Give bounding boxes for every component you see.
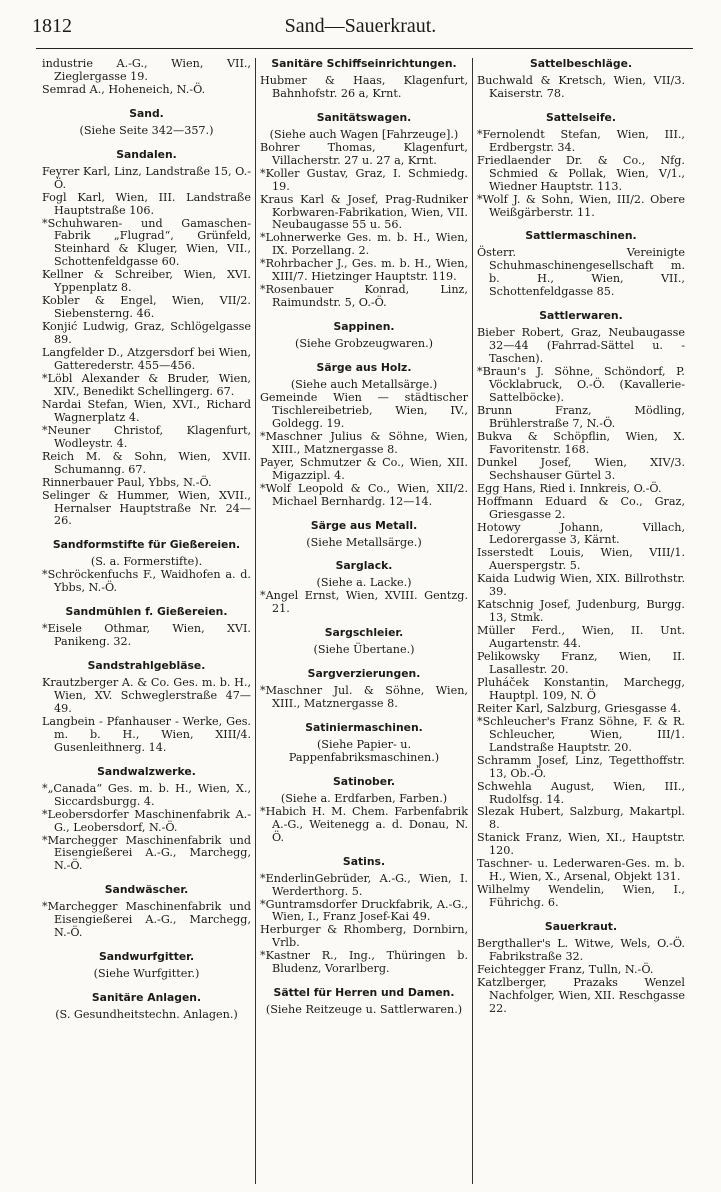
section-heading: Sandstrahlgebläse.: [87, 659, 206, 673]
directory-entry: Schwehla August, Wien, III., Rudolfsg. 14.: [477, 779, 685, 806]
section-heading: Sattlerwaren.: [539, 309, 623, 323]
directory-entry: *Schuhwaren- und Gamaschen-Fabrik „Flugrad“, Grünfeld, Steinhard & Kluger, Wien, VII., Schottenfeldgasse 60.: [42, 216, 251, 269]
directory-entry: *Leobersdorfer Maschinenfabrik A.-G., Leobersdorf, N.-Ö.: [42, 807, 251, 834]
section-heading: Sättel für Herren und Damen.: [273, 986, 455, 1000]
directory-entry: *Marchegger Maschinenfabrik und Eisengießerei A.-G., Marchegg, N.-Ö.: [42, 900, 251, 940]
cross-reference-note: (Siehe Papier- u. Pappenfabriksmaschinen.): [288, 737, 440, 764]
directory-entry: Bieber Robert, Graz, Neubaugasse 32—44 (Fahrrad-Sättel u. -Taschen).: [477, 326, 685, 366]
directory-entry: *Maschner Julius & Söhne, Wien, XIII., Matznergasse 8.: [260, 429, 468, 456]
directory-entry: Payer, Schmutzer & Co., Wien, XII. Migazzipl. 4.: [260, 455, 468, 482]
directory-entry: Katzlberger, Prazaks Wenzel Nachfolger, Wien, XII. Reschgasse 22.: [477, 975, 685, 1015]
section-heading: Sanitäre Schiffseinrichtungen.: [271, 58, 457, 70]
directory-entry: Langbein - Pfanhauser - Werke, Ges. m. b. H., Wien, XIII/4. Gusenleithnerg. 14.: [42, 714, 251, 754]
column-middle: [255, 58, 472, 1184]
directory-entry: Taschner- u. Lederwaren-Ges. m. b. H., Wien, X., Arsenal, Objekt 131.: [477, 857, 685, 884]
section-heading: Sandwalzwerke.: [97, 764, 196, 778]
directory-entry: *„Canada“ Ges. m. b. H., Wien, X., Siccardsburgg. 4.: [42, 781, 251, 808]
directory-entry: Katschnig Josef, Judenburg, Burgg. 13, Stmk.: [477, 598, 685, 625]
directory-entry: Kellner & Schreiber, Wien, XVI. Yppenplatz 8.: [42, 268, 251, 295]
cross-reference-note: (Siehe Seite 342—357.): [79, 123, 214, 137]
directory-entry: Nardai Stefan, Wien, XVI., Richard Wagnerplatz 4.: [42, 397, 251, 424]
directory-entry: *Neuner Christof, Klagenfurt, Wodleystr. 4.: [42, 423, 251, 450]
directory-entry: *Kastner R., Ing., Thüringen b. Bludenz, Vorarlberg.: [260, 949, 468, 976]
section-heading: Sappinen.: [333, 320, 395, 334]
directory-entry: Reich M. & Sohn, Wien, XVII. Schumanng. 67.: [42, 449, 251, 476]
directory-entry: *Rohrbacher J., Ges. m. b. H., Wien, XIII/7. Hietzinger Hauptstr. 119.: [260, 257, 468, 284]
directory-entry: Müller Ferd., Wien, II. Unt. Augartenstr. 44.: [477, 624, 685, 651]
cross-reference-note: (S. a. Formerstifte).: [90, 555, 203, 569]
section-heading: Sattelbeschläge.: [529, 58, 633, 70]
directory-entry: Brunn Franz, Mödling, Brühlerstraße 7, N.-Ö.: [477, 403, 685, 430]
directory-entry: Wilhelmy Wendelin, Wien, I., Führichg. 6.: [477, 883, 685, 910]
cross-reference-note: (Siehe auch Wagen [Fahrzeuge].): [269, 127, 459, 141]
section-heading: Sauerkraut.: [544, 920, 618, 934]
section-heading: Satinober.: [333, 774, 395, 788]
section-heading: Satiniermaschinen.: [305, 721, 423, 735]
running-title: Sand—Sauerkraut.: [284, 15, 437, 37]
directory-entry: Hubmer & Haas, Klagenfurt, Bahnhofstr. 26 a, Krnt.: [260, 73, 468, 100]
directory-entry: Hoffmann Eduard & Co., Graz, Griesgasse 2.: [477, 494, 685, 521]
directory-entry: *Fernolendt Stefan, Wien, III., Erdbergstr. 34.: [477, 127, 685, 154]
directory-entry: *Habich H. M. Chem. Farbenfabrik A.-G., Weitenegg a. d. Donau, N. Ö.: [260, 804, 468, 844]
section-heading: Sand.: [129, 106, 164, 120]
section-heading: Sattelseife.: [546, 110, 616, 124]
directory-entry: Langfelder D., Atzgersdorf bei Wien, Gatterederstr. 455—456.: [42, 346, 251, 373]
cross-reference-note: (Siehe a. Erdfarben, Farben.): [280, 791, 448, 805]
directory-entry: Selinger & Hummer, Wien, XVII., Hernalser Hauptstraße Nr. 24—26.: [42, 488, 251, 528]
directory-entry: Stanick Franz, Wien, XI., Hauptstr. 120.: [477, 831, 685, 858]
directory-entry: *Schröckenfuchs F., Waidhofen a. d. Ybbs, N.-Ö.: [42, 568, 251, 595]
directory-entry: Kraus Karl & Josef, Prag-Rudniker Korbwaren-Fabrikation, Wien, VII. Neubaugasse 55 u. 56.: [260, 192, 468, 232]
section-heading: Särge aus Holz.: [316, 361, 412, 375]
directory-entry: *Eisele Othmar, Wien, XVI. Panikeng. 32.: [42, 622, 251, 649]
cross-reference-note: (Siehe a. Lacke.): [316, 576, 412, 590]
directory-entry: Pluháček Konstantin, Marchegg, Hauptpl. 109, N. Ö: [477, 675, 685, 702]
directory-entry: *Angel Ernst, Wien, XVIII. Gentzg. 21.: [260, 589, 468, 616]
directory-entry: Buchwald & Kretsch, Wien, VII/3. Kaiserstr. 78.: [477, 73, 685, 100]
section-heading: Sanitätswagen.: [316, 110, 412, 124]
directory-entry: Friedlaender Dr. & Co., Nfg. Schmied & Pollak, Wien, V/1., Wiedner Hauptstr. 113.: [477, 153, 685, 193]
cross-reference-note: (Siehe Grobzeugwaren.): [294, 337, 433, 351]
directory-entry: industrie A.-G., Wien, VII., Zieglergasse 19.: [42, 58, 251, 83]
column-left: [38, 58, 255, 1184]
directory-entry: Schramm Josef, Linz, Tegetthoffstr. 13, Ob.-Ö.: [477, 753, 685, 780]
section-heading: Särge aus Metall.: [310, 518, 418, 532]
directory-entry: *Schleucher's Franz Söhne, F. & R. Schleucher, Wien, III/1. Landstraße Hauptstr. 20.: [477, 714, 685, 754]
directory-entry: *Braun's J. Söhne, Schöndorf, P. Vöcklabruck, O.-Ö. (Kavallerie-Sattelböcke).: [477, 365, 685, 404]
directory-entry: Kobler & Engel, Wien, VII/2. Siebensterng. 46.: [42, 294, 251, 321]
directory-entry: Reiter Karl, Salzburg, Griesgasse 4.: [477, 701, 681, 715]
directory-entry: *Löbl Alexander & Bruder, Wien, XIV., Benedikt Schellingerg. 67.: [42, 371, 251, 398]
directory-columns: [38, 58, 690, 1184]
cross-reference-note: (Siehe Wurfgitter.): [93, 967, 200, 981]
directory-entry: Isserstedt Louis, Wien, VIII/1. Auerspergstr. 5.: [477, 546, 685, 573]
directory-entry: *Wolf J. & Sohn, Wien, III/2. Obere Weißgärberstr. 11.: [477, 192, 685, 219]
section-heading: Sargschleier.: [324, 626, 404, 640]
directory-entry: Egg Hans, Ried i. Innkreis, O.-Ö.: [477, 481, 662, 495]
directory-entry: Semrad A., Hoheneich, N.-Ö.: [42, 82, 206, 96]
directory-entry: Rinnerbauer Paul, Ybbs, N.-Ö.: [42, 475, 212, 489]
directory-entry: Gemeinde Wien — städtischer Tischlereibetrieb, Wien, IV., Goldegg. 19.: [260, 390, 468, 430]
directory-entry: Dunkel Josef, Wien, XIV/3. Sechshauser Gürtel 3.: [477, 455, 685, 482]
directory-entry: Kaida Ludwig Wien, XIX. Billrothstr. 39.: [477, 572, 685, 599]
cross-reference-note: (Siehe auch Metallsärge.): [290, 378, 438, 392]
section-heading: Sandalen.: [116, 147, 177, 161]
directory-entry: Slezak Hubert, Salzburg, Makartpl. 8.: [477, 805, 685, 832]
directory-entry: *Lohnerwerke Ges. m. b. H., Wien, IX. Porzellang. 2.: [260, 231, 468, 258]
directory-entry: *Wolf Leopold & Co., Wien, XII/2. Michael Bernhardg. 12—14.: [260, 481, 468, 508]
directory-entry: Pelikowsky Franz, Wien, II. Lasallestr. 20.: [477, 650, 685, 676]
directory-entry: Fogl Karl, Wien, III. Landstraße Hauptstraße 106.: [42, 190, 251, 217]
directory-entry: Bergthaller's L. Witwe, Wels, O.-Ö. Fabrikstraße 32.: [477, 937, 685, 963]
directory-entry: Bukva & Schöpflin, Wien, X. Favoritenstr. 168.: [477, 429, 685, 456]
cross-reference-note: (Siehe Metallsärge.): [306, 535, 422, 549]
column-right: [472, 58, 689, 1184]
directory-entry: *Koller Gustav, Graz, I. Schmiedg. 19.: [260, 166, 468, 193]
page-header: [32, 12, 689, 40]
directory-entry: Österr. Vereinigte Schuhmaschinengesellschaft m. b. H., Wien, VII., Schottenfeldgasse 85.: [477, 246, 685, 299]
section-heading: Sargverzierungen.: [307, 667, 421, 681]
section-heading: Satins.: [342, 854, 386, 868]
directory-entry: *Maschner Jul. & Söhne, Wien, XIII., Matznergasse 8.: [260, 684, 468, 711]
directory-entry: *Guntramsdorfer Druckfabrik, A.-G., Wien, I., Franz Josef-Kai 49.: [260, 897, 468, 924]
directory-entry: Hotowy Johann, Villach, Ledorergasse 3, Kärnt.: [477, 520, 685, 547]
directory-entry: Feichtegger Franz, Tulln, N.-Ö.: [477, 962, 654, 976]
section-heading: Sandwäscher.: [104, 883, 189, 897]
cross-reference-note: (Siehe Reitzeuge u. Sattlerwaren.): [265, 1003, 463, 1017]
section-heading: Sarglack.: [335, 559, 393, 573]
directory-entry: *EnderlinGebrüder, A.-G., Wien, I. Werderthorg. 5.: [260, 871, 468, 898]
section-heading: Sandmühlen f. Gießereien.: [65, 605, 228, 619]
section-heading: Sattlermaschinen.: [525, 229, 637, 243]
directory-entry: Krautzberger A. & Co. Ges. m. b. H., Wien, XV. Schweglerstraße 47—49.: [42, 676, 251, 715]
directory-entry: Feyrer Karl, Linz, Landstraße 15, O.-Ö.: [42, 164, 251, 191]
cross-reference-note: (S. Gesundheitstechn. Anlagen.): [55, 1008, 238, 1022]
directory-entry: *Marchegger Maschinenfabrik und Eisengießerei A.-G., Marchegg, N.-Ö.: [42, 833, 251, 873]
section-heading: Sanitäre Anlagen.: [91, 991, 202, 1005]
directory-entry: Konjić Ludwig, Graz, Schlögelgasse 89.: [42, 320, 251, 347]
header-rule: [36, 48, 693, 49]
section-heading: Sandwurfgitter.: [98, 950, 195, 964]
directory-entry: Herburger & Rhomberg, Dornbirn, Vrlb.: [260, 923, 468, 950]
section-heading: Sandformstifte für Gießereien.: [52, 538, 241, 552]
cross-reference-note: (Siehe Übertane.): [313, 643, 415, 657]
page-number: 1812: [32, 15, 72, 37]
directory-entry: Bohrer Thomas, Klagenfurt, Villacherstr. 27 u. 27 a, Krnt.: [260, 140, 468, 167]
directory-entry: *Rosenbauer Konrad, Linz, Raimundstr. 5, O.-Ö.: [260, 283, 468, 310]
